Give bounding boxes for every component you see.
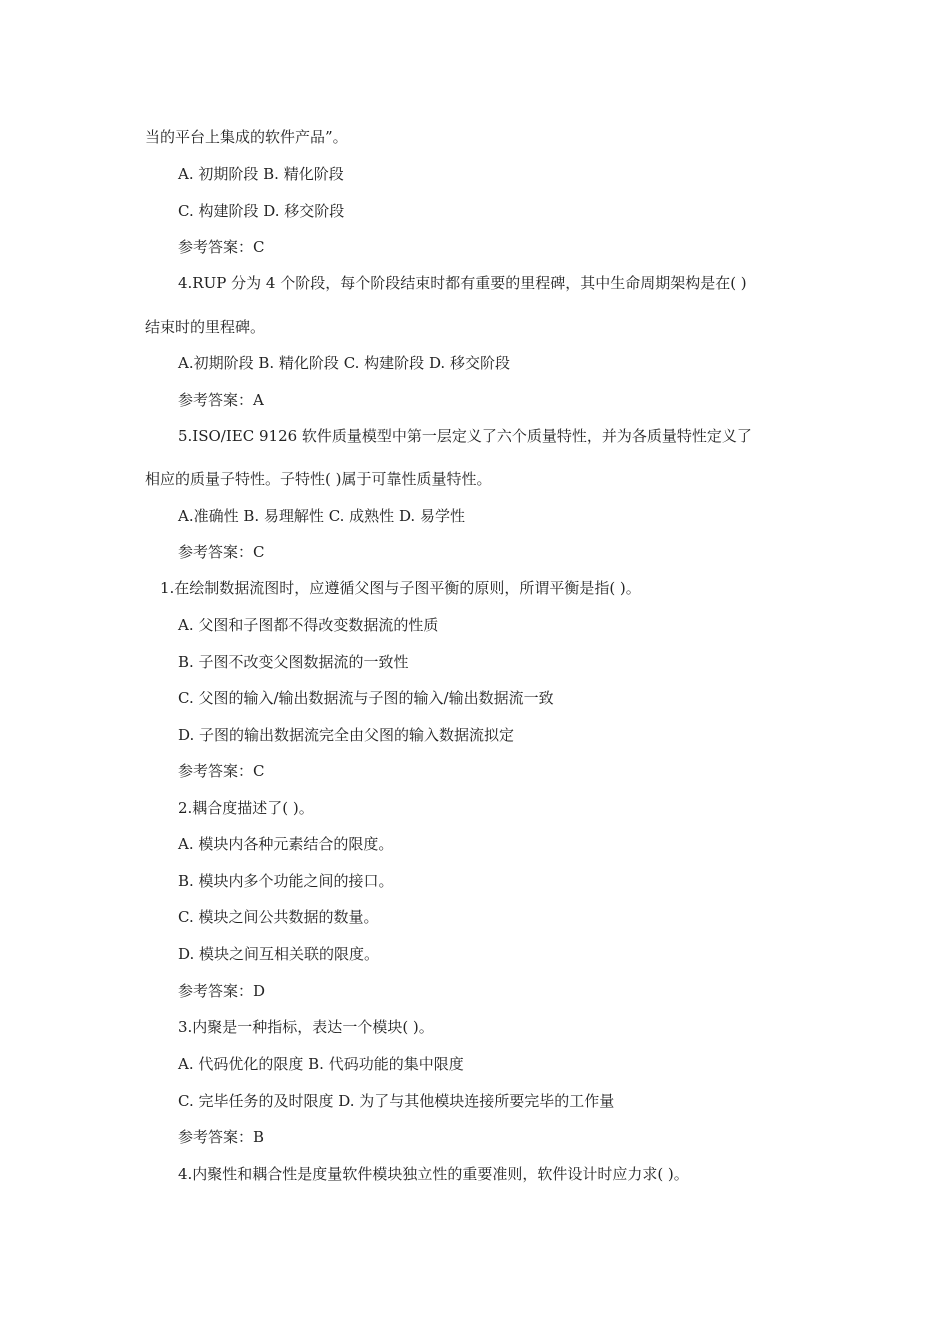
text-line: 结束时的里程碑。 xyxy=(145,318,266,336)
option-line: A.初期阶段 B. 精化阶段 C. 构建阶段 D. 移交阶段 xyxy=(178,354,510,372)
option-line: D. 子图的输出数据流完全由父图的输入数据流拟定 xyxy=(178,726,515,744)
option-line: C. 父图的输入/输出数据流与子图的输入/输出数据流一致 xyxy=(178,689,554,707)
question-line: 3.内聚是一种指标，表达一个模块( )。 xyxy=(178,1018,434,1036)
option-line: A. 父图和子图都不得改变数据流的性质 xyxy=(178,616,439,634)
option-line: D. 模块之间互相关联的限度。 xyxy=(178,945,380,963)
option-line: C. 构建阶段 D. 移交阶段 xyxy=(178,202,345,220)
question-line: 4.内聚性和耦合性是度量软件模块独立性的重要准则，软件设计时应力求( )。 xyxy=(178,1165,689,1183)
text-line: 当的平台上集成的软件产品”。 xyxy=(145,128,348,146)
question-line: 1.在绘制数据流图时，应遵循父图与子图平衡的原则，所谓平衡是指( )。 xyxy=(160,579,641,597)
option-line: B. 模块内多个功能之间的接口。 xyxy=(178,872,394,890)
answer-line: 参考答案：C xyxy=(178,762,265,780)
question-line: 5.ISO/IEC 9126 软件质量模型中第一层定义了六个质量特性，并为各质量特性定义了 xyxy=(178,427,752,445)
answer-line: 参考答案：D xyxy=(178,982,266,1000)
option-line: A. 代码优化的限度 B. 代码功能的集中限度 xyxy=(178,1055,464,1073)
answer-line: 参考答案：C xyxy=(178,543,265,561)
question-line: 2.耦合度描述了( )。 xyxy=(178,799,314,817)
answer-line: 参考答案：A xyxy=(178,391,264,409)
answer-line: 参考答案：B xyxy=(178,1128,265,1146)
question-line: 4.RUP 分为 4 个阶段，每个阶段结束时都有重要的里程碑，其中生命周期架构是在( ) xyxy=(178,274,747,292)
option-line: A.准确性 B. 易理解性 C. 成熟性 D. 易学性 xyxy=(178,507,465,525)
text-line: 相应的质量子特性。子特性( )属于可靠性质量特性。 xyxy=(145,470,492,488)
option-line: B. 子图不改变父图数据流的一致性 xyxy=(178,653,409,671)
option-line: A. 模块内各种元素结合的限度。 xyxy=(178,835,394,853)
option-line: A. 初期阶段 B. 精化阶段 xyxy=(178,165,344,183)
answer-line: 参考答案：C xyxy=(178,238,265,256)
option-line: C. 完毕任务的及时限度 D. 为了与其他模块连接所要完毕的工作量 xyxy=(178,1092,615,1110)
option-line: C. 模块之间公共数据的数量。 xyxy=(178,908,379,926)
